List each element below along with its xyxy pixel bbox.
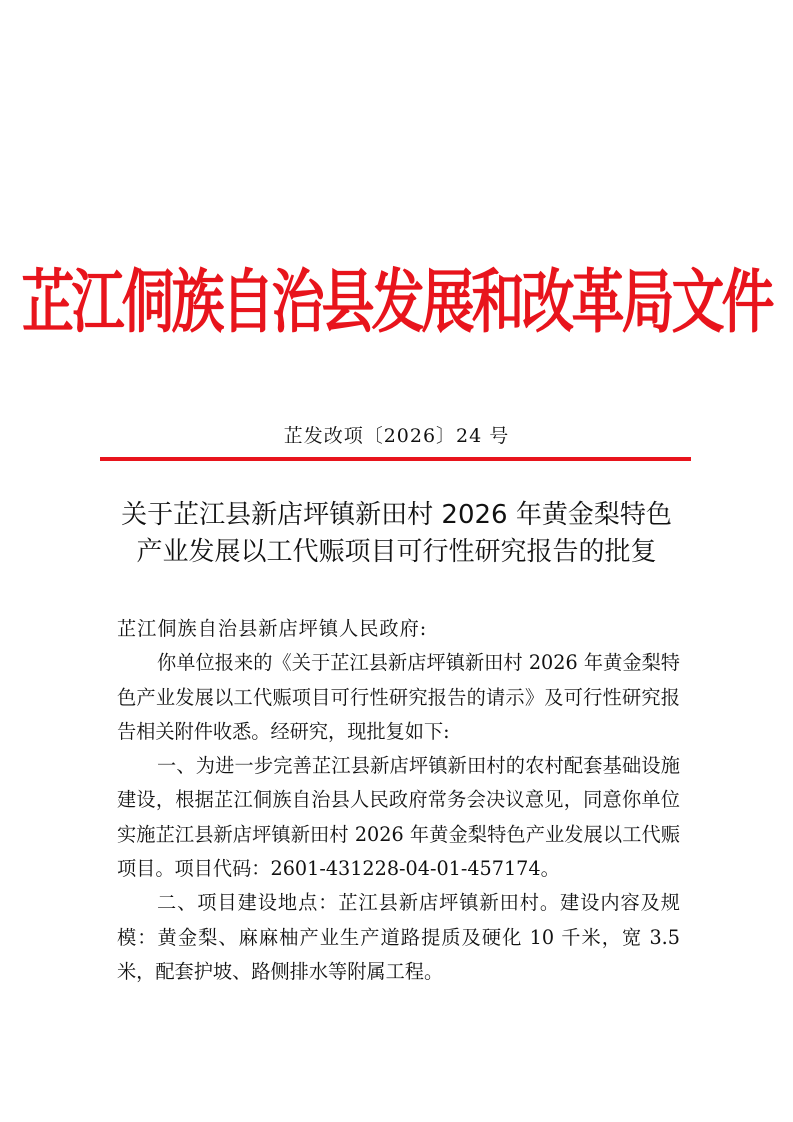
document-number: 芷发改项〔2026〕24 号 [283, 425, 510, 447]
title-line-2: 产业发展以工代赈项目可行性研究报告的批复 [136, 537, 657, 567]
document-masthead: 芷江侗族自治县发展和改革局文件 [21, 261, 772, 343]
title-line-1: 关于芷江县新店坪镇新田村 2026 年黄金梨特色 [121, 500, 672, 530]
addressee: 芷江侗族自治县新店坪镇人民政府: [117, 617, 428, 640]
body-paragraph-receipt: 你单位报来的《关于芷江县新店坪镇新田村 2026 年黄金梨特色产业发展以工代赈项目可行性研究报告的请示》及可行性研究报告相关附件收悉。经研究，现批复如下: [117, 651, 680, 743]
body-paragraph-approval: 一、为进一步完善芷江县新店坪镇新田村的农村配套基础设施建设，根据芷江侗族自治县人民政府常务会决议意见，同意你单位实施芷江县新店坪镇新田村 2026 年黄金梨特色产业发展以工代赈项目。项目代码：2601-431228-04-01-457174。 [117, 754, 680, 881]
document-body [117, 612, 680, 989]
document-title [0, 497, 793, 571]
red-divider-line [100, 457, 691, 461]
body-paragraph-location-scope: 二、项目建设地点：芷江县新店坪镇新田村。建设内容及规模：黄金梨、麻麻柚产业生产道路提质及硬化 10 千米，宽 3.5 米，配套护坡、路侧排水等附属工程。 [117, 891, 680, 983]
